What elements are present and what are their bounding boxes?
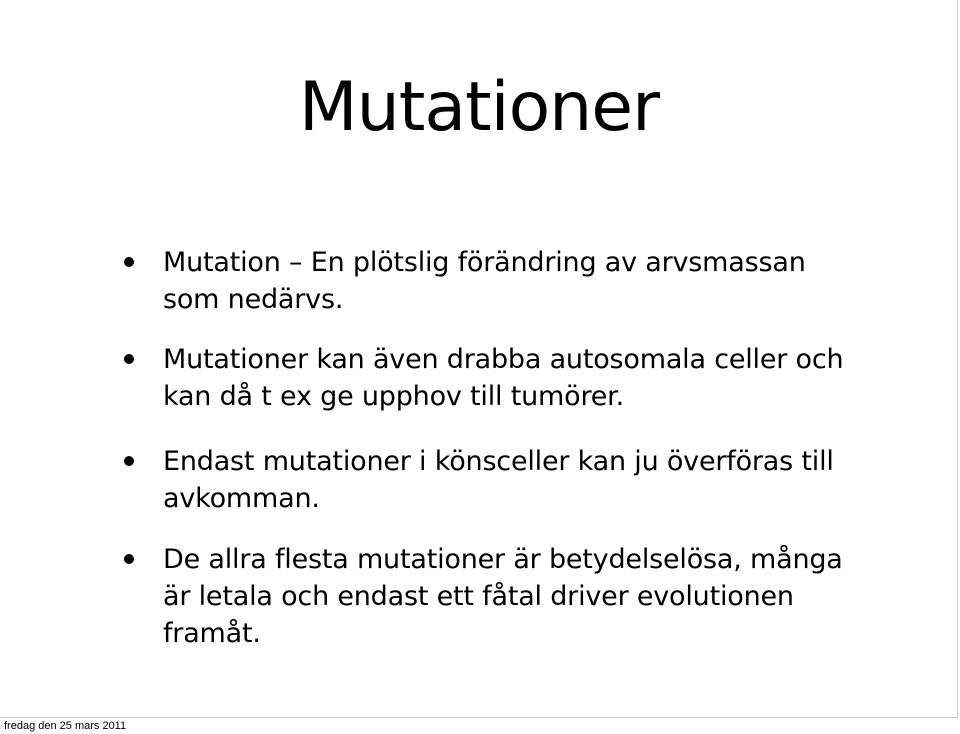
bullet-dot-icon <box>124 257 134 267</box>
footer-date: fredag den 25 mars 2011 <box>4 720 127 732</box>
bullet-text: Mutation – En plötslig förändring av arvsmassan som nedärvs. <box>163 247 806 315</box>
bullet-dot-icon <box>124 456 134 466</box>
slide-title: Mutationer <box>298 68 660 147</box>
bullet-dot-icon <box>124 554 134 564</box>
bullet-item <box>163 341 863 415</box>
bullet-item <box>163 443 863 517</box>
bullet-item <box>163 244 863 318</box>
bullet-text: Endast mutationer i könsceller kan ju överföras till avkomman. <box>163 446 834 514</box>
bullet-text: De allra flesta mutationer är betydelselösa, många är letala och endast ett fåtal driver evolutionen framåt. <box>163 544 843 649</box>
bullet-text: Mutationer kan även drabba autosomala celler och kan då t ex ge upphov till tumörer. <box>163 344 844 412</box>
bullet-item <box>163 541 863 652</box>
bullet-dot-icon <box>124 354 134 364</box>
